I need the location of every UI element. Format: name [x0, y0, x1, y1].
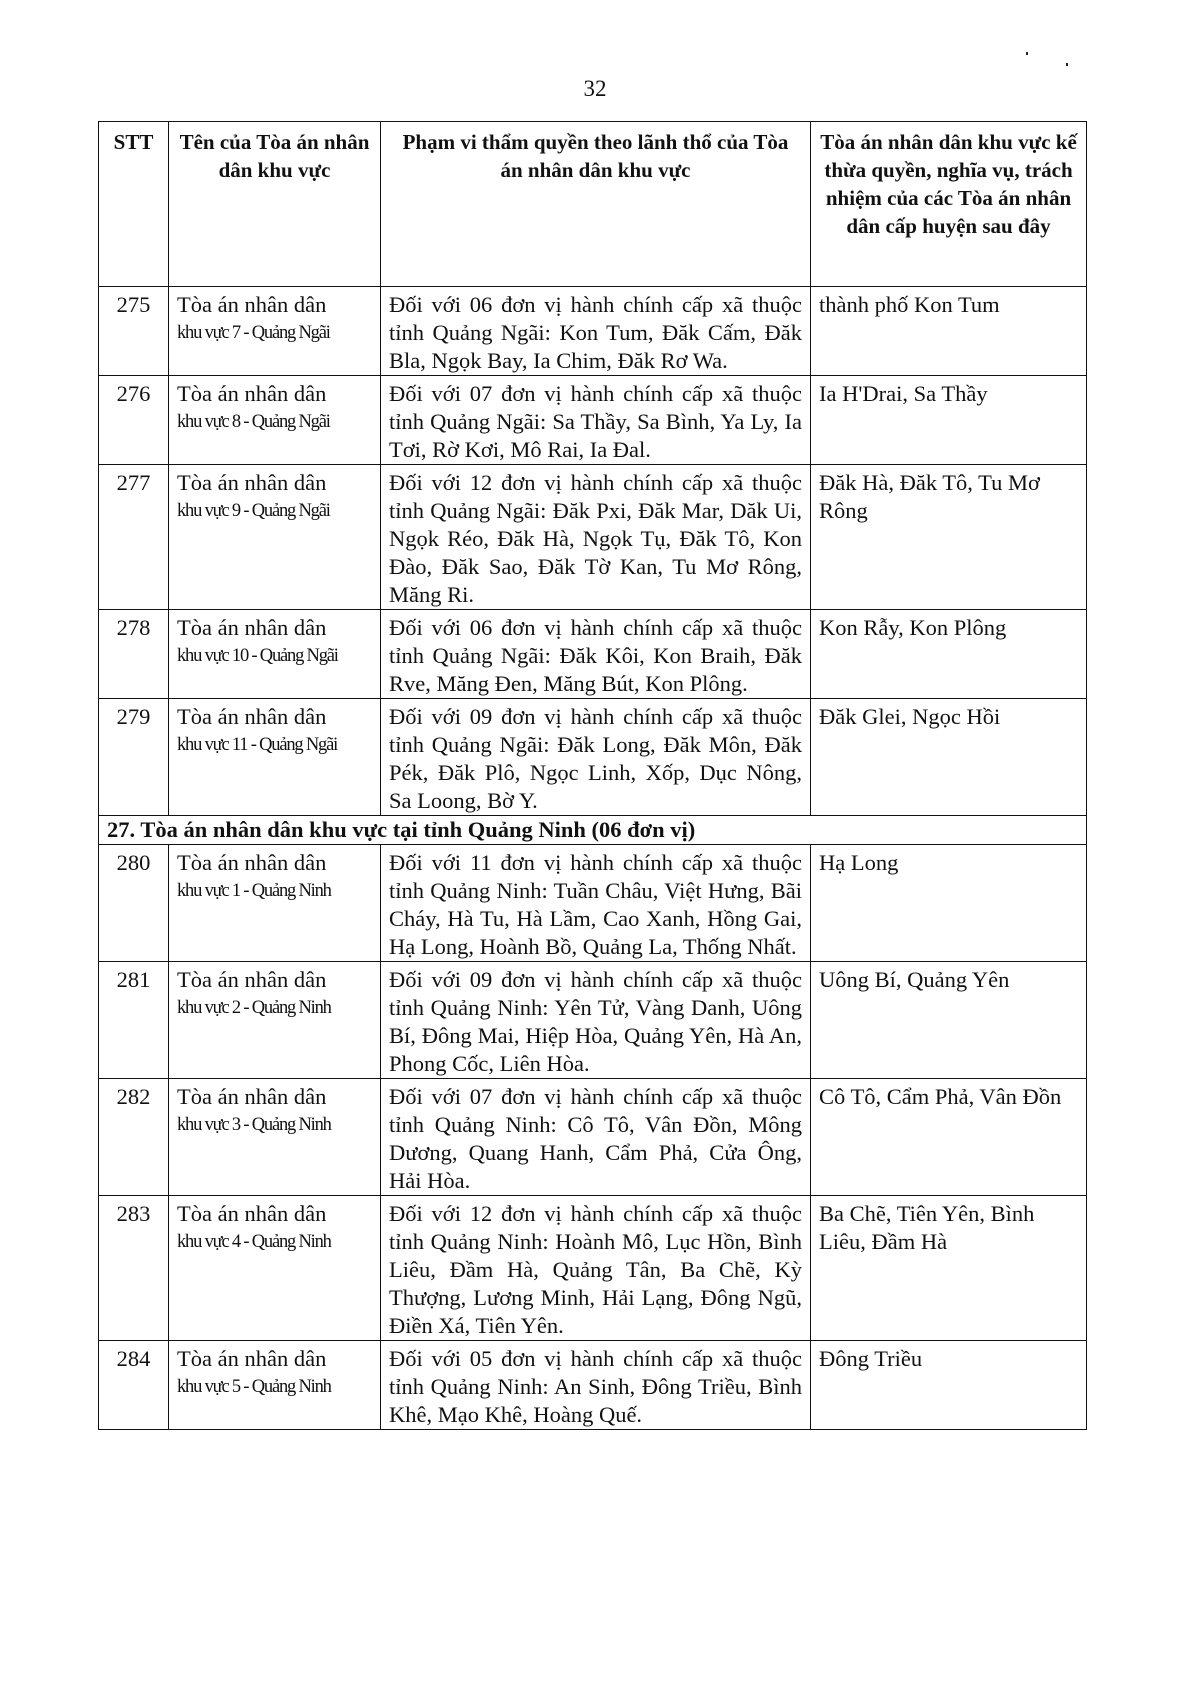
row-successor-courts: Đông Triều	[811, 1341, 1087, 1430]
court-name-line1: Tòa án nhân dân	[177, 850, 327, 875]
row-court-name	[169, 376, 381, 465]
row-stt: 281	[99, 962, 169, 1079]
row-stt: 284	[99, 1341, 169, 1430]
row-court-name	[169, 845, 381, 962]
header-stt: STT	[99, 122, 169, 287]
table-header-row	[99, 122, 1087, 287]
row-territorial-scope: Đối với 07 đơn vị hành chính cấp xã thuộc tỉnh Quảng Ngãi: Sa Thầy, Sa Bình, Ya Ly, Ia Tơi, Rờ Kơi, Mô Rai, Ia Đal.	[381, 376, 811, 465]
header-territorial-scope: Phạm vi thẩm quyền theo lãnh thổ của Tòa án nhân dân khu vực	[381, 122, 811, 287]
court-name-line2: khu vực 11 - Quảng Ngãi	[177, 735, 338, 755]
row-court-name	[169, 465, 381, 610]
table-row	[99, 699, 1087, 816]
row-successor-courts: Kon Rẫy, Kon Plông	[811, 610, 1087, 699]
row-stt: 282	[99, 1079, 169, 1196]
court-name-line1: Tòa án nhân dân	[177, 704, 327, 729]
court-name-line2: khu vực 1 - Quảng Ninh	[177, 881, 331, 901]
court-name-line1: Tòa án nhân dân	[177, 1346, 327, 1371]
court-name-line2: khu vực 9 - Quảng Ngãi	[177, 501, 330, 521]
court-name-line2: khu vực 5 - Quảng Ninh	[177, 1377, 331, 1397]
court-name-line2: khu vực 3 - Quảng Ninh	[177, 1115, 331, 1135]
page-number: 32	[583, 76, 607, 101]
row-territorial-scope: Đối với 06 đơn vị hành chính cấp xã thuộc tỉnh Quảng Ngãi: Đăk Kôi, Kon Braih, Đăk Rve, Măng Đen, Măng Bút, Kon Plông.	[381, 610, 811, 699]
row-territorial-scope: Đối với 09 đơn vị hành chính cấp xã thuộc tỉnh Quảng Ninh: Yên Tử, Vàng Danh, Uông Bí, Đông Mai, Hiệp Hòa, Quảng Yên, Hà An, Phong Cốc, Liên Hòa.	[381, 962, 811, 1079]
court-name-line1: Tòa án nhân dân	[177, 381, 327, 406]
row-court-name	[169, 1341, 381, 1430]
table-row	[99, 962, 1087, 1079]
row-territorial-scope: Đối với 09 đơn vị hành chính cấp xã thuộc tỉnh Quảng Ngãi: Đăk Long, Đăk Môn, Đăk Pék, Đăk Plô, Ngọc Linh, Xốp, Dục Nông, Sa Loong, Bờ Y.	[381, 699, 811, 816]
row-successor-courts: Đăk Hà, Đăk Tô, Tu Mơ Rông	[811, 465, 1087, 610]
row-territorial-scope: Đối với 06 đơn vị hành chính cấp xã thuộc tỉnh Quảng Ngãi: Kon Tum, Đăk Cấm, Đăk Bla, Ngọk Bay, Ia Chim, Đăk Rơ Wa.	[381, 287, 811, 376]
row-territorial-scope: Đối với 07 đơn vị hành chính cấp xã thuộc tỉnh Quảng Ninh: Cô Tô, Vân Đồn, Mông Dương, Quang Hanh, Cẩm Phả, Cửa Ông, Hải Hòa.	[381, 1079, 811, 1196]
court-name-line1: Tòa án nhân dân	[177, 1201, 327, 1226]
row-successor-courts: Ba Chẽ, Tiên Yên, Bình Liêu, Đầm Hà	[811, 1196, 1087, 1341]
row-stt: 283	[99, 1196, 169, 1341]
table-body	[99, 287, 1087, 1430]
table-row	[99, 610, 1087, 699]
section-heading: 27. Tòa án nhân dân khu vực tại tỉnh Quảng Ninh (06 đơn vị)	[99, 816, 1087, 845]
row-successor-courts: Đăk Glei, Ngọc Hồi	[811, 699, 1087, 816]
row-stt: 279	[99, 699, 169, 816]
row-court-name	[169, 1196, 381, 1341]
table-row	[99, 287, 1087, 376]
row-successor-courts: Uông Bí, Quảng Yên	[811, 962, 1087, 1079]
row-territorial-scope: Đối với 05 đơn vị hành chính cấp xã thuộc tỉnh Quảng Ninh: An Sinh, Đông Triều, Bình Khê, Mạo Khê, Hoàng Quế.	[381, 1341, 811, 1430]
row-territorial-scope: Đối với 11 đơn vị hành chính cấp xã thuộc tỉnh Quảng Ninh: Tuần Châu, Việt Hưng, Bãi Cháy, Hà Tu, Hà Lầm, Cao Xanh, Hồng Gai, Hạ Long, Hoành Bồ, Quảng La, Thống Nhất.	[381, 845, 811, 962]
court-name-line2: khu vực 8 - Quảng Ngãi	[177, 412, 330, 432]
scan-speck	[1066, 63, 1068, 66]
court-name-line1: Tòa án nhân dân	[177, 1084, 327, 1109]
row-stt: 276	[99, 376, 169, 465]
table-row	[99, 376, 1087, 465]
row-successor-courts: Ia H'Drai, Sa Thầy	[811, 376, 1087, 465]
court-name-line1: Tòa án nhân dân	[177, 470, 327, 495]
section-heading-row	[99, 816, 1087, 845]
scan-speck	[1026, 52, 1028, 55]
row-territorial-scope: Đối với 12 đơn vị hành chính cấp xã thuộc tỉnh Quảng Ninh: Hoành Mô, Lục Hồn, Bình Liêu, Đầm Hà, Quảng Tân, Ba Chẽ, Kỳ Thượng, Lương Minh, Hải Lạng, Đông Ngũ, Điền Xá, Tiên Yên.	[381, 1196, 811, 1341]
table-row	[99, 1341, 1087, 1430]
court-name-line1: Tòa án nhân dân	[177, 292, 327, 317]
header-successor-courts: Tòa án nhân dân khu vực kế thừa quyền, nghĩa vụ, trách nhiệm của các Tòa án nhân dân cấp huyện sau đây	[811, 122, 1087, 287]
court-jurisdiction-table	[98, 121, 1087, 1430]
row-stt: 275	[99, 287, 169, 376]
row-stt: 280	[99, 845, 169, 962]
court-name-line1: Tòa án nhân dân	[177, 967, 327, 992]
table-row	[99, 845, 1087, 962]
row-stt: 277	[99, 465, 169, 610]
row-stt: 278	[99, 610, 169, 699]
row-successor-courts: Cô Tô, Cẩm Phả, Vân Đồn	[811, 1079, 1087, 1196]
row-court-name	[169, 287, 381, 376]
court-name-line2: khu vực 2 - Quảng Ninh	[177, 998, 331, 1018]
row-court-name	[169, 1079, 381, 1196]
row-territorial-scope: Đối với 12 đơn vị hành chính cấp xã thuộc tỉnh Quảng Ngãi: Đăk Pxi, Đăk Mar, Dăk Ui, Ngọk Réo, Đăk Hà, Ngọk Tụ, Đăk Tô, Kon Đào, Đăk Sao, Đăk Tờ Kan, Tu Mơ Rông, Măng Ri.	[381, 465, 811, 610]
court-name-line2: khu vực 4 - Quảng Ninh	[177, 1232, 331, 1252]
header-court-name: Tên của Tòa án nhân dân khu vực	[169, 122, 381, 287]
table-row	[99, 465, 1087, 610]
row-court-name	[169, 610, 381, 699]
table-row	[99, 1079, 1087, 1196]
row-successor-courts: Hạ Long	[811, 845, 1087, 962]
table-row	[99, 1196, 1087, 1341]
row-successor-courts: thành phố Kon Tum	[811, 287, 1087, 376]
court-name-line2: khu vực 7 - Quảng Ngãi	[177, 323, 330, 343]
court-name-line2: khu vực 10 - Quảng Ngãi	[177, 646, 338, 666]
court-name-line1: Tòa án nhân dân	[177, 615, 327, 640]
row-court-name	[169, 962, 381, 1079]
row-court-name	[169, 699, 381, 816]
